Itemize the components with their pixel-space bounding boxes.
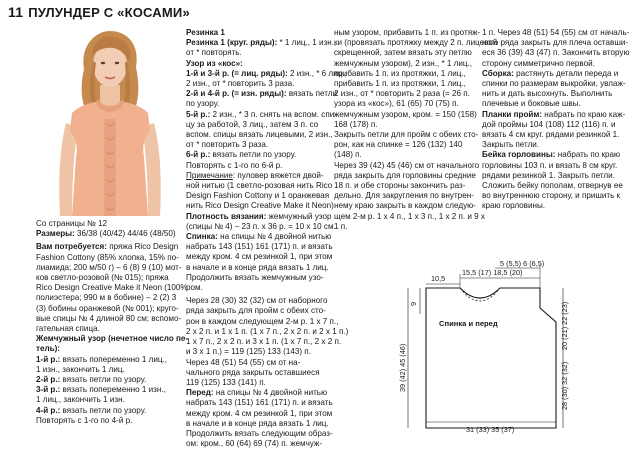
dim-shoulder: 5 (5,5) 6 (6,5) <box>500 259 545 268</box>
column-2-line: от * повторять. <box>186 48 242 58</box>
column-4-line: сторону симметрично первой. <box>482 58 595 68</box>
column-2-line: Design Fashion Cottony и 1 оранжевая <box>186 191 330 201</box>
column-3-line: 18 п. и обе стороны закончить раз- <box>334 181 466 191</box>
column-2-segment: Спинка: <box>186 232 218 242</box>
column-2-line: ром. <box>186 283 203 293</box>
column-4-segment: растянуть детали переда и <box>513 68 619 78</box>
column-2-line: 2 х 2 п. и 1 х 1 п. (1 х 7 п., 2 х 2 п. и 2 х 1 п.) <box>186 326 349 336</box>
column-4-line: вязать 4 см круг. рядами резинкой 1. <box>482 130 620 140</box>
column-2-segment: Резинка 1 (круг. ряды): <box>186 38 278 48</box>
column-4-line: спинки по размерам выкройки, увлаж- <box>482 79 626 89</box>
row-2-line <box>36 375 184 385</box>
column-2-line: 119 (125) 133 (141) п. <box>186 377 266 387</box>
dim-side-height: 28 (30) 32 (32) <box>560 361 569 410</box>
column-4-line <box>482 110 634 120</box>
row-4-line <box>36 406 184 416</box>
row-label: 4-й р.: <box>36 405 61 415</box>
pattern-schematic <box>380 260 640 434</box>
column-2-line: 2 изн., от * повторить 3 раза. <box>186 79 295 89</box>
column-2-line: Продолжить вязать жемчужным узо- <box>186 272 324 282</box>
column-3-line: дельно. Для закругления по внутрен- <box>334 191 474 201</box>
column-2-line: от * повторить 3 раза. <box>186 140 269 150</box>
column-2-line <box>186 68 347 79</box>
column-2-line: между кром. 4 см резинкой 1, при этом <box>186 252 333 262</box>
row-text: вязать попеременно 1 изн., <box>60 385 166 395</box>
dim-top-width: 15,5 (17) 18,5 (20) <box>462 268 523 277</box>
column-4-line: ного ряда закрыть для плеча оставши- <box>482 38 629 48</box>
page-title <box>8 4 190 20</box>
seed-stitch-title: Жемчужный узор (нечетное число пе- <box>36 334 189 344</box>
materials-text: гательная спица. <box>36 324 100 334</box>
column-2-line: по узору. <box>186 99 220 109</box>
materials-label: Вам потребуется: <box>36 242 107 252</box>
column-4-line: краю горловины. <box>482 201 546 211</box>
column-2-segment: на спицы № 4 двойной нитью <box>217 232 332 242</box>
column-2-line: Через 48 (51) 54 (55) см от на- <box>186 357 301 367</box>
column-1 <box>36 219 189 426</box>
column-4-line <box>482 150 634 160</box>
row-text: вязать петли по узору. <box>60 375 147 385</box>
row-1-line <box>36 355 184 365</box>
column-2-line: ом: кром., 60 (64) 69 (74) п. жемчуж- <box>186 439 323 449</box>
materials-text: Fashion Cottony (85% хлопка, 15% по- <box>36 252 179 262</box>
dim-neck-width: 10,5 <box>431 274 446 283</box>
column-2-line: в начале и в конце ряда вязать 1 лиц. <box>186 418 329 428</box>
column-2-line: Повторять с 1-го по 6-й р. <box>186 160 283 170</box>
column-2-line: рон в каждом следующем 2-м р. 1 х 7 п., <box>186 316 339 326</box>
column-2-line <box>186 38 337 48</box>
column-3-line: ным узором, прибавить 1 п. из протяж- <box>334 28 481 37</box>
column-2-line: набрать 143 (151) 161 (171) п. и вязать <box>186 398 333 408</box>
column-2-segment: жемчужный узор <box>266 211 332 221</box>
column-2-segment: : пуловер вяжется двой- <box>232 170 324 180</box>
sizes-line <box>36 229 184 239</box>
materials-line-0 <box>36 242 184 252</box>
column-2-line: нить Rico Design Creative Make it Neon). <box>186 201 337 211</box>
materials-text: (3) бобины оранжевой (№ 001); круго- <box>36 303 179 313</box>
column-2-line: (спицы № 4) – 23 п. х 36 р. = 10 х 10 см. <box>186 221 336 231</box>
column-4 <box>482 28 634 212</box>
dim-bottom-width: 31 (33) 35 (37) <box>466 425 515 434</box>
column-2-line: цу за работой, 3 лиц., затем 3 п. со <box>186 119 319 129</box>
column-4-segment: Бейка горловины: <box>482 150 556 160</box>
materials-text: полиэстера; 990 м в бобине) – 2 (2) 3 <box>36 293 177 303</box>
materials-text: лиамида; 200 м/50 г) – 6 (8) 9 (10) мот- <box>36 262 182 272</box>
column-2-segment: Перед: <box>186 388 214 398</box>
row-text: вязать попеременно 1 лиц., <box>60 354 168 364</box>
column-3-line: нему краю закрыть в каждом следую- <box>334 201 476 211</box>
column-2-line: Продолжить вязать следующим образ- <box>186 428 333 438</box>
materials-text: Rico Design Creative Make it Neon (100% <box>36 283 188 293</box>
dim-armhole: 20 (21) 22 (23) <box>560 301 569 350</box>
column-2-segment: 2 изн., * 6 лиц., <box>287 68 347 78</box>
column-2-segment: 5-й р.: <box>186 109 211 119</box>
column-2-segment: Плотность вязания: <box>186 211 267 221</box>
column-3-line: 2 изн., от * повторить 2 раза (= 26 п. <box>334 89 470 99</box>
column-3-line: прибавить 1 п. из протяжки, 1 лиц., <box>334 68 466 78</box>
schematic-front-neck <box>460 288 500 301</box>
column-4-segment: набрать по краю <box>555 150 621 160</box>
column-2-line: между кром. 4 см резинкой 1, при этом <box>186 408 333 418</box>
pattern-number: 11 <box>8 4 24 20</box>
column-3-line: жемчужным узором, кром. = 150 (158) <box>334 109 477 119</box>
column-2-segment: 1-й и 3-й р. (= лиц. ряды): <box>186 68 288 78</box>
dim-total-height: 39 (42) 45 (46) <box>398 343 407 392</box>
column-3-line: рон, как на спинке = 126 (132) 140 <box>334 140 463 150</box>
column-2-line: 1 х 7 п., 2 х 2 п. и 3 х 1 п. (1 х 7 п., 2 х 2 п. <box>186 337 342 347</box>
row-label: 3-й р.: <box>36 385 61 395</box>
row-text: вязать петли по узору. <box>60 405 147 415</box>
column-2-line <box>186 171 334 181</box>
column-3-line: 1 п. <box>334 221 348 231</box>
row-label: 2-й р.: <box>36 375 61 385</box>
column-2-segment: 2 изн., * 3 п. снять на вспом. спи- <box>210 109 337 119</box>
column-2-line: Узор из «кос»: <box>186 58 243 68</box>
column-2-line: Через 28 (30) 32 (32) см от наборного <box>186 296 328 306</box>
column-3-line: Через 39 (42) 45 (46) см от начального <box>334 160 480 170</box>
column-2-line: Резинка 1 <box>186 28 225 37</box>
row-text: 1 лиц., закончить 1 изн. <box>36 395 125 405</box>
model-photo-illustration <box>36 27 178 216</box>
column-4-line: горловины 103 п. и вязать 8 см круг. <box>482 160 618 170</box>
materials-text-0: пряжа Rico Design <box>106 242 179 252</box>
source-note: Со страницы № 12 <box>36 219 107 228</box>
column-2-line <box>186 212 334 222</box>
row-text: Повторять с 1-го по 4-й р. <box>36 415 133 425</box>
row-text: 1 изн., закончить 1 лиц. <box>36 364 125 374</box>
schematic-outline <box>426 288 556 428</box>
column-2-line <box>186 109 337 120</box>
column-3-line: ки (провязать протяжку между 2 п. лицевой <box>334 38 498 48</box>
column-3-line: щем 2-м р. 1 х 4 п., 1 х 3 п., 1 х 2 п. и 9 х <box>334 211 485 221</box>
column-2-line: чального ряда закрыть оставшиеся <box>186 367 320 377</box>
column-4-line: еся 36 (39) 43 (47) п. Закончить вторую <box>482 48 630 58</box>
column-3-line: Закрыть петли для пройм с обеих сто- <box>334 130 479 140</box>
column-2-segment: Примечание <box>186 170 233 180</box>
column-3-line: (148) п. <box>334 150 362 160</box>
column-2-line: ной нитью (1 светло-розовая нить Rico <box>186 181 333 191</box>
column-3-line: ряда закрыть для горловины средние <box>334 170 476 180</box>
schematic-label: Спинка и перед <box>439 319 498 328</box>
materials-text: ков светло-розовой (№ 015); пряжа <box>36 273 169 283</box>
column-3-line: 168 (178) п. <box>334 119 378 129</box>
column-4-line: нить и дать высохнуть. Выполнить <box>482 89 613 99</box>
column-4-line <box>482 69 634 79</box>
column-4-line: Сложить бейку пополам, отвернув ее <box>482 181 623 191</box>
column-4-line: 1 п. Через 48 (51) 54 (55) см от началь- <box>482 28 630 37</box>
column-3-line: прибавить 1 п. из протяжки, 1 лиц., <box>334 79 466 89</box>
column-4-line: рядами резинкой 1. Закрыть петли. <box>482 170 615 180</box>
column-3-line: скрещенной, затем вязать эту петлю <box>334 48 472 58</box>
column-2-segment: на спицы № 4 двойной нитью <box>213 388 328 398</box>
column-3-line: жемчужным узором), 2 изн., * 1 лиц., <box>334 58 473 68</box>
column-3-line: узора из «кос»), 61 (65) 70 (75) п. <box>334 99 459 109</box>
row-3-line <box>36 385 184 395</box>
column-4-line: Закрыть петли. <box>482 140 540 150</box>
column-2-line: в начале и в конце ряда вязать 1 лиц. <box>186 262 329 272</box>
column-2-line <box>186 89 338 99</box>
column-2-segment: * 1 лиц., 1 изн., <box>277 38 337 48</box>
column-2-line <box>186 150 334 160</box>
column-4-line: плечевые и боковые швы. <box>482 99 581 109</box>
pattern-title: ПУЛУНДЕР С «КОСАМИ» <box>28 5 190 20</box>
column-2-line: ряда закрыть для пройм с обеих сто- <box>186 306 326 316</box>
schematic-drawing <box>380 260 640 434</box>
column-4-segment: набрать по краю каж- <box>542 109 626 119</box>
column-2-segment: вязать петли <box>286 89 338 99</box>
column-2-line: набрать 143 (151) 161 (171) п. и вязать <box>186 242 333 252</box>
column-4-line: дой проймы 104 (108) 112 (116) п. и <box>482 119 616 129</box>
dim-neck-depth: 9 <box>409 301 418 306</box>
column-2-segment: вязать петли по узору. <box>210 150 297 160</box>
column-4-segment: Планки пройм: <box>482 109 543 119</box>
column-2-line: вспом. спицы вязать лицевыми, 2 изн., <box>186 130 333 140</box>
column-2-segment: 6-й р.: <box>186 150 211 160</box>
column-2-segment: 2-й и 4-й р. (= изн. ряды): <box>186 89 287 99</box>
column-2-line <box>186 388 334 398</box>
sizes-label: Размеры: <box>36 229 75 239</box>
row-label: 1-й р.: <box>36 354 61 364</box>
seed-stitch-title: тель): <box>36 344 60 354</box>
sizes-value: 36/38 (40/42) 44/46 (48/50) <box>74 229 176 239</box>
materials-text: вые спицы № 4 длиной 80 см; вспомо- <box>36 313 182 323</box>
model-photo <box>36 27 178 216</box>
column-4-line: во внутреннюю сторону, и пришить к <box>482 191 621 201</box>
column-2-line <box>186 232 334 242</box>
column-2-line: и 3 х 1 п.) = 119 (125) 133 (143) п. <box>186 347 311 357</box>
column-4-segment: Сборка: <box>482 68 514 78</box>
